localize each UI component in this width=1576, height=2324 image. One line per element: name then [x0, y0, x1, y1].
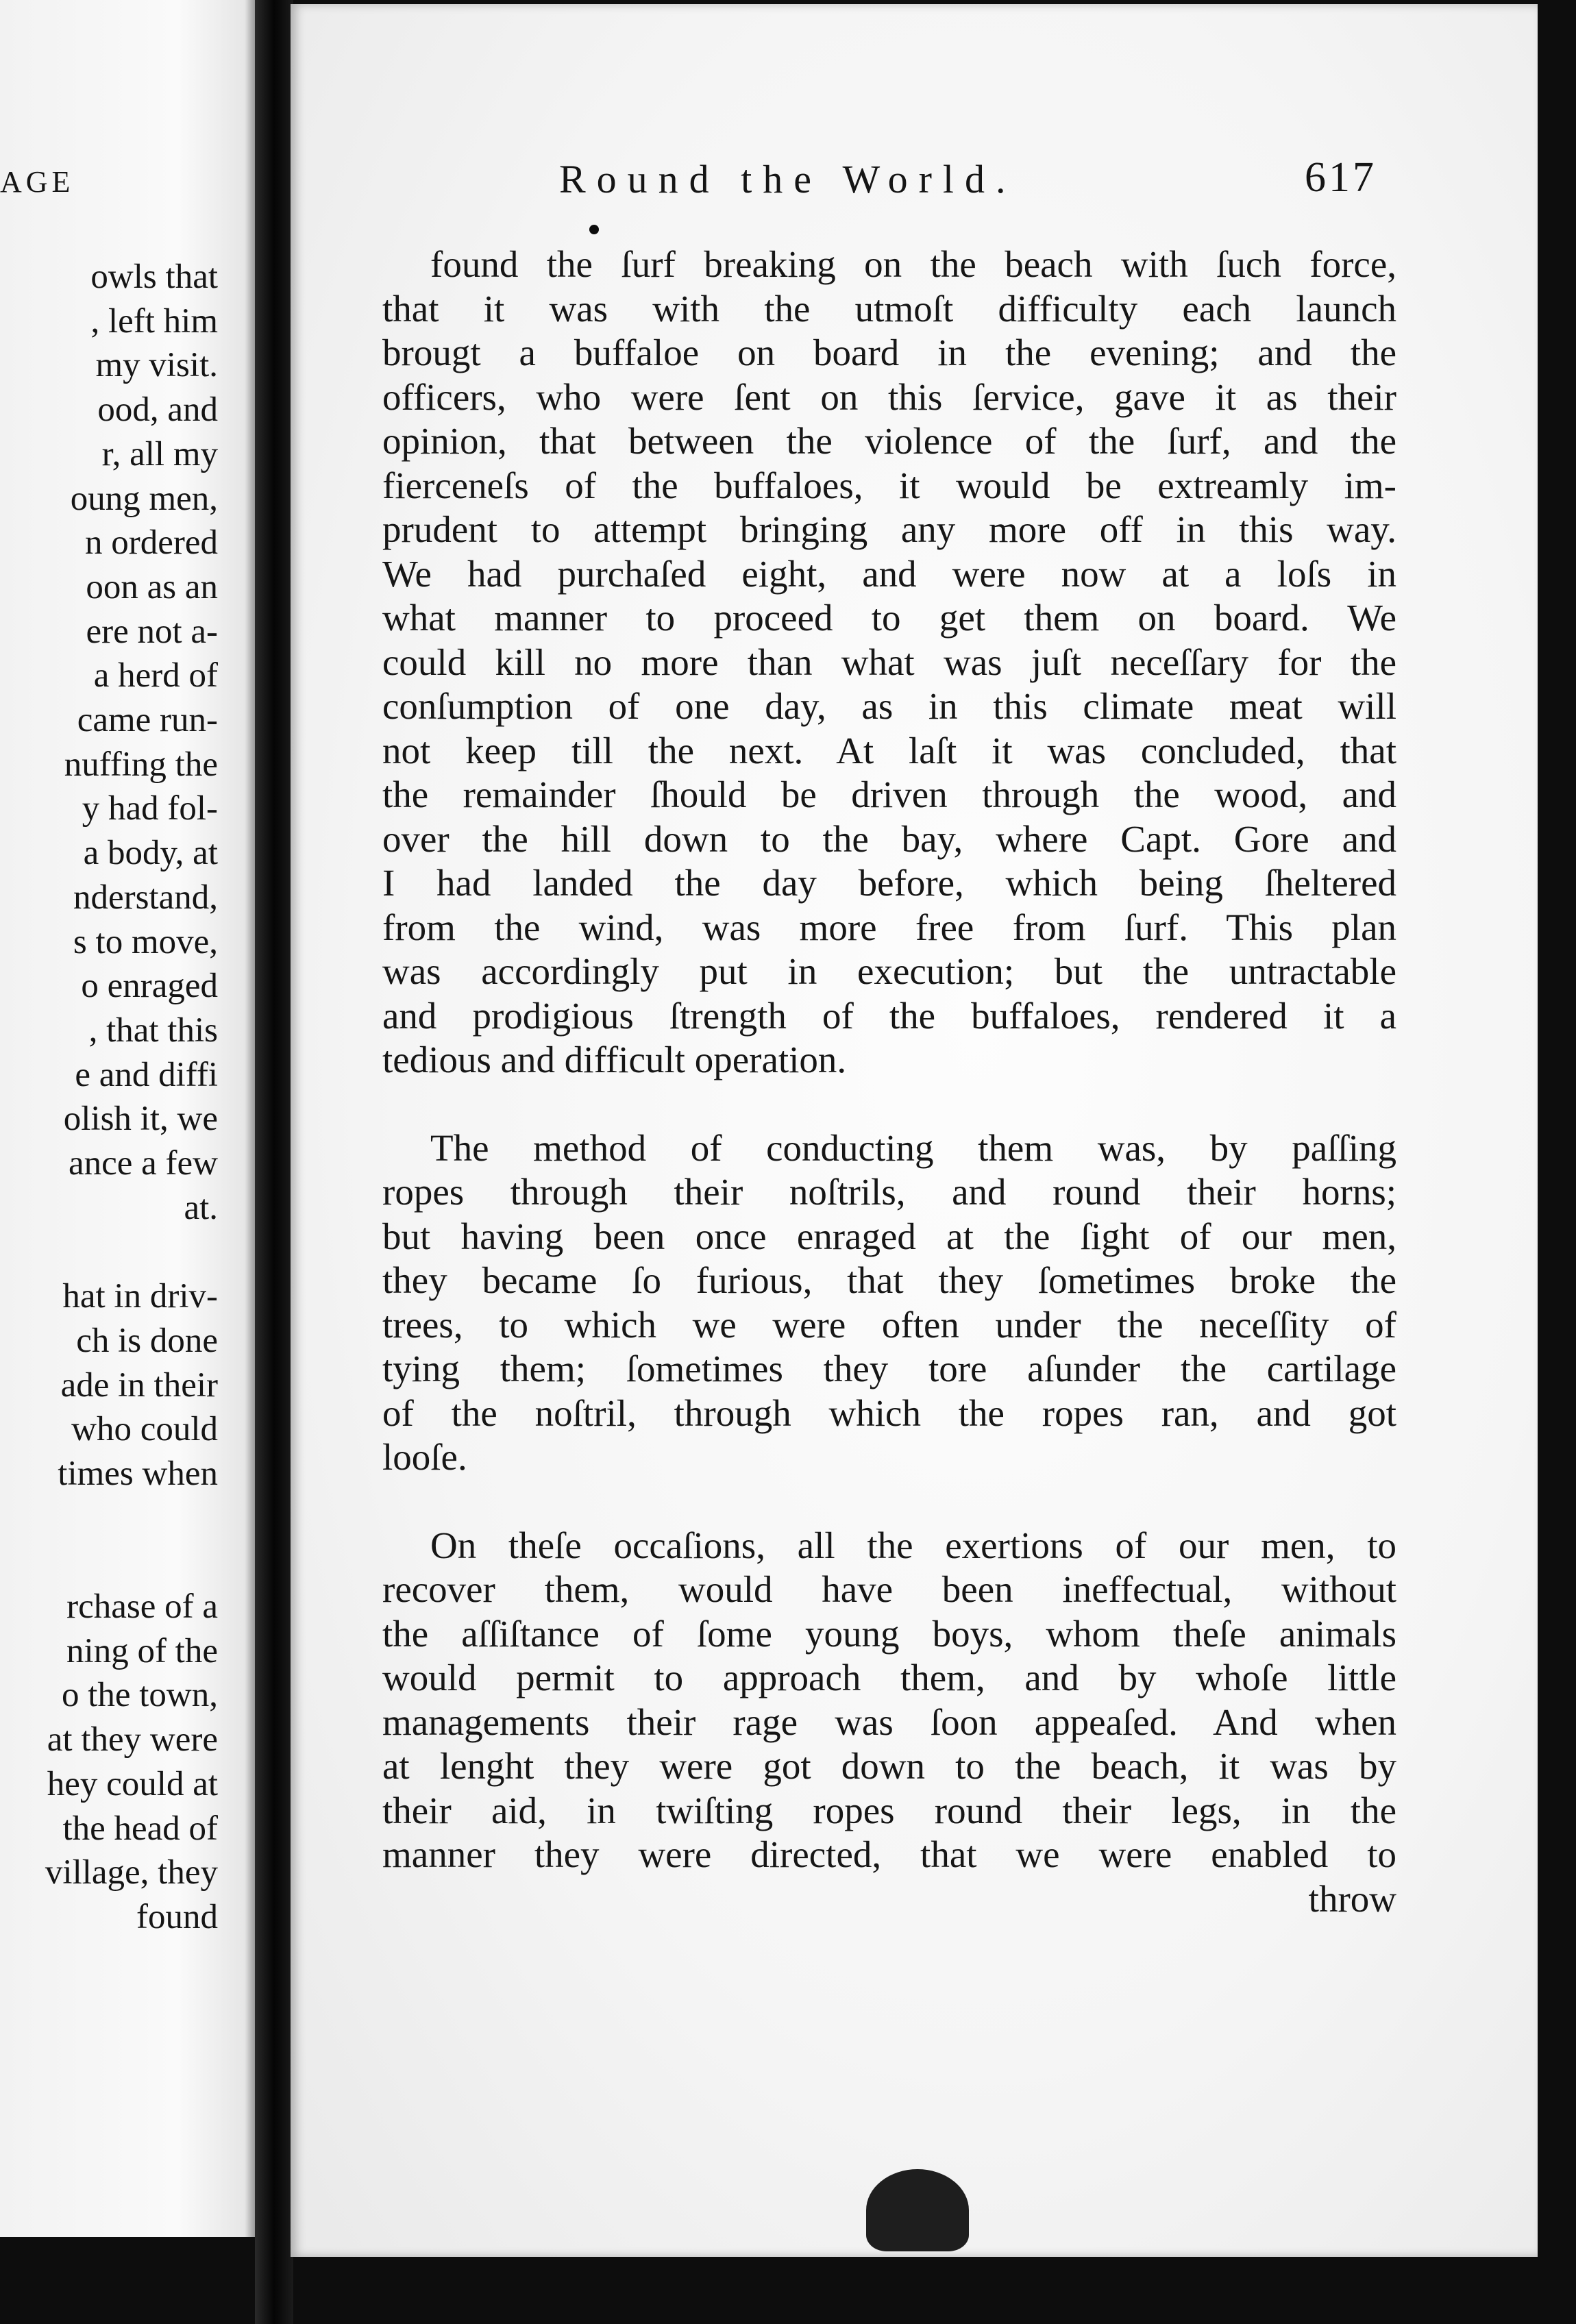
left-page-line: ch is done: [76, 1321, 218, 1360]
text-line: not keep till the next. At laſt it was concluded, that: [382, 729, 1396, 771]
text-line: officers, who were ſent on this ſervice, gave it as their: [382, 375, 1396, 418]
book-gutter: [255, 0, 293, 2324]
text-line: fierceneſs of the buffaloes, it would be extreamly im-: [382, 464, 1396, 506]
left-page-line: , left him: [90, 301, 218, 341]
text-line: could kill no more than what was juſt neceſſary for the: [382, 641, 1396, 683]
text-line: was accordingly put in execution; but the untractable: [382, 950, 1396, 992]
text-line: prudent to attempt bringing any more off in this way.: [382, 508, 1396, 550]
left-page-line: hat in driv-: [62, 1277, 218, 1316]
left-page-line: o enraged: [81, 967, 218, 1006]
page-number: 617: [1305, 154, 1377, 201]
left-page-line: at they were: [47, 1720, 218, 1759]
text-line: ropes through their noſtrils, and round their horns;: [382, 1171, 1396, 1213]
text-line: managements their rage was ſoon appeaſed. And when: [382, 1701, 1396, 1743]
left-page-line: owls that: [90, 258, 218, 296]
left-page-line: o the town,: [61, 1676, 218, 1715]
left-page-line: ade in their: [60, 1365, 218, 1405]
left-page-line: at.: [184, 1188, 218, 1227]
left-page-line: times when: [58, 1454, 218, 1493]
text-line: The method of conducting them was, by paſſing: [430, 1126, 1396, 1169]
left-page-line: the head of: [62, 1809, 218, 1848]
text-line: that it was with the utmoſt difficulty each launch: [382, 287, 1396, 330]
text-line: their aid, in twiſting ropes round their legs, in the: [382, 1789, 1396, 1831]
left-page-line: ere not a-: [86, 612, 218, 651]
left-page-line: y had fol-: [82, 789, 218, 828]
text-line: manner they were directed, that we were enabled to: [382, 1833, 1396, 1875]
left-page-line: , that this: [88, 1011, 218, 1050]
right-page: [291, 4, 1538, 2257]
left-page-line: s to move,: [73, 922, 218, 961]
left-facing-page: [0, 0, 255, 2237]
text-line: We had purchaſed eight, and were now at a loſs in: [382, 552, 1396, 595]
text-line: the aſſiſtance of ſome young boys, whom theſe animals: [382, 1612, 1396, 1655]
left-page-line: who could: [71, 1410, 218, 1449]
body-text: [382, 243, 1396, 1921]
text-line: opinion, that between the violence of the ſurf, and the: [382, 420, 1396, 462]
text-line: they became ſo furious, that they ſometimes broke the: [382, 1259, 1396, 1301]
text-line: recover them, would have been ineffectual, without: [382, 1568, 1396, 1610]
text-line: would permit to approach them, and by whoſe little: [382, 1657, 1396, 1698]
text-line: tying them; ſometimes they tore aſunder the cartilage: [382, 1348, 1396, 1389]
left-page-line: n ordered: [85, 523, 218, 563]
left-page-line: found: [136, 1897, 218, 1936]
left-page-line: came run-: [77, 701, 218, 739]
ink-blot: [866, 2169, 969, 2251]
text-line: but having been once enraged at the ſight of our men,: [382, 1215, 1396, 1257]
left-page-line: ood, and: [97, 391, 218, 430]
running-head: Round the World.: [559, 157, 1017, 201]
text-line: found the ſurf breaking on the beach with ſuch force,: [430, 243, 1396, 285]
text-line: looſe.: [382, 1436, 467, 1478]
left-page-line: oon as an: [86, 567, 218, 606]
left-page-line: oung men,: [70, 479, 218, 518]
text-line: On theſe occaſions, all the exertions of our men, to: [430, 1524, 1396, 1566]
text-line: over the hill down to the bay, where Capt. Gore and: [382, 817, 1396, 860]
left-page-line: nderstand,: [73, 878, 218, 917]
text-line: what manner to proceed to get them on board. We: [382, 597, 1396, 639]
left-page-line: r, all my: [101, 434, 218, 473]
left-page-line: ance a few: [69, 1144, 218, 1183]
left-page-line: rchase of a: [66, 1587, 218, 1626]
text-line: of the noſtril, through which the ropes ran, and got: [382, 1392, 1396, 1434]
paragraph-3: [382, 1524, 1396, 1877]
catchword: throw: [1308, 1877, 1396, 1920]
left-page-line: ning of the: [66, 1631, 218, 1670]
left-page-line: e and diffi: [75, 1055, 218, 1094]
left-page-line: a herd of: [93, 656, 218, 695]
text-line: and prodigious ſtrength of the buffaloes, rendered it a: [382, 994, 1396, 1037]
ink-speck: [589, 225, 599, 234]
left-running-head: AGE: [0, 165, 75, 199]
left-page-line: village, they: [45, 1853, 218, 1892]
text-line: I had landed the day before, which being ſheltered: [382, 862, 1396, 904]
text-line: conſumption of one day, as in this climate meat will: [382, 685, 1396, 727]
text-line: at lenght they were got down to the beach, it was by: [382, 1745, 1396, 1787]
text-line: the remainder ſhould be driven through the wood, and: [382, 774, 1396, 815]
paragraph-1: [382, 243, 1396, 1083]
text-line: brougt a buffaloe on board in the evening; and the: [382, 332, 1396, 373]
text-line: tedious and difficult operation.: [382, 1039, 847, 1080]
paragraph-2: [382, 1126, 1396, 1480]
left-page-line: my visit.: [95, 346, 218, 385]
left-page-line: a body, at: [83, 834, 218, 873]
text-line: from the wind, was more free from ſurf. This plan: [382, 906, 1396, 948]
left-page-line: nuffing the: [64, 745, 218, 784]
left-page-line: hey could at: [47, 1764, 218, 1803]
left-page-line: olish it, we: [63, 1100, 218, 1139]
text-line: trees, to which we were often under the neceſſity of: [382, 1303, 1396, 1346]
